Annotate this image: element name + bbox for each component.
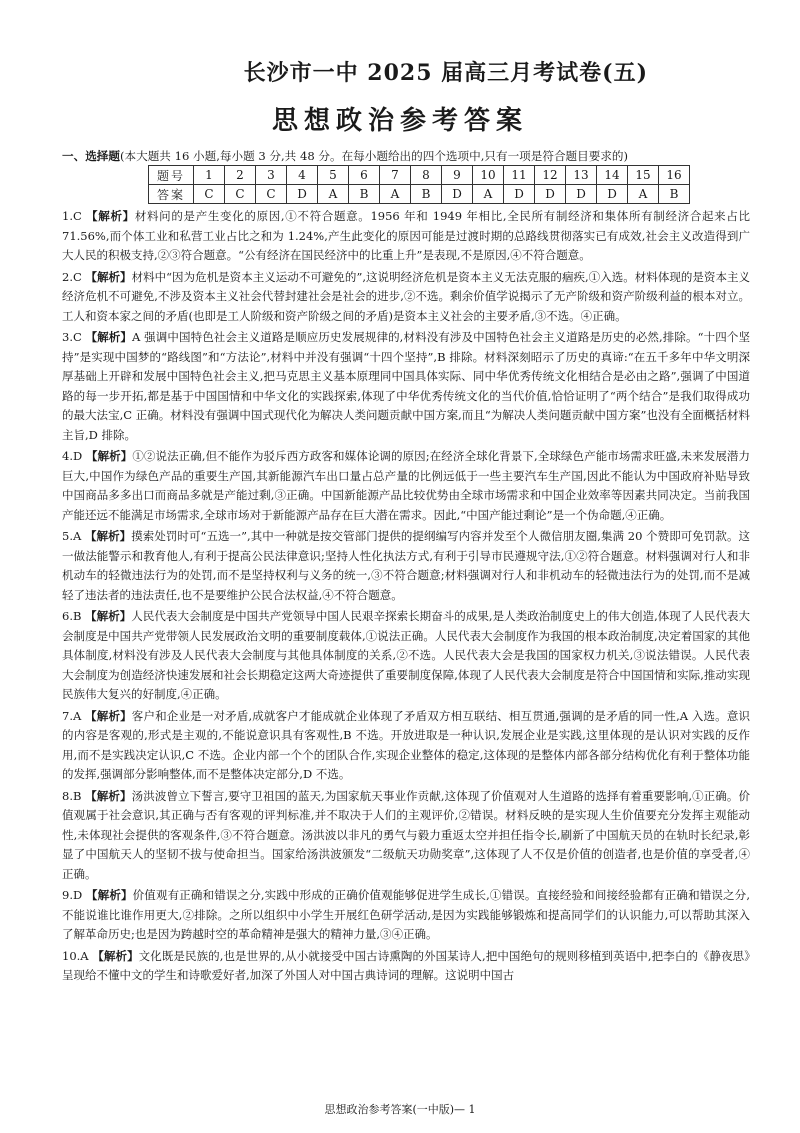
section-heading xyxy=(62,148,762,164)
question-number: 7 xyxy=(380,166,411,185)
question-explanation xyxy=(62,707,750,785)
analysis-tag: 【解析】 xyxy=(85,708,132,723)
answer-cell: D xyxy=(597,185,628,204)
question-number: 12 xyxy=(535,166,566,185)
question-number: 5 xyxy=(318,166,349,185)
explanation-text: 人民代表大会制度是中国共产党领导中国人民艰辛探索长期奋斗的成果,是人类政治制度史上的伟大创造,体现了人民代表大会制度是中国共产党带领人民发展政治文明的重要制度载体,①说法正确。人民代表大会制度作为我国的根本政治制度,决定着国家的其他具体制度,材料没有涉及人民代表大会制度与其他具体制度的关系,②不选。人民代表大会是我国的国家权力机关,③说法错误。人民代表大会制度为创造经济快速发展和社会长期稳定这两大奇迹提供了重要制度保障,体现了人民代表大会制度是符合中国国情和实际,推动实现民族伟大复兴的好制度,④正确。 xyxy=(62,609,751,701)
answer-cell: C xyxy=(194,185,225,204)
row-label-number: 题号 xyxy=(149,166,194,185)
answer-cell: A xyxy=(380,185,411,204)
explanation-text: ①②说法正确,但不能作为驳斥西方政客和媒体论调的原因;在经济全球化背景下,全球绿色产能市场需求旺盛,未来发展潜力巨大,中国作为绿色产品的重要生产国,其新能源汽车出口量占总产量的比例远低于一些主要汽车生产国,因此不能认为中国政府补贴导致中国商品多多出口而商品多就是产能过剩,③正确。中国新能源产品比较优势由全球市场需求和中国企业效率等因素共同决定。当前我国产能还远不能满足市场需求,全球市场对于新能源产品存在巨大潜在需求。因此,“中国产能过剩论”是一个伪命题,④正确。 xyxy=(62,449,751,522)
question-number: 16 xyxy=(659,166,690,185)
explanation-text: 材料问的是产生变化的原因,①不符合题意。1956 年和 1949 年相比,全民所有制经济和集体所有制经济合起来占比 71.56%,而个体工业和私营工业占比之和为 1.24%,产生此变化的原因可能是过渡时期的总路线贯彻落实已有成效,社会主义改造得到广大人民的积极支持,②③符合题意。“公有经济在国民经济中的比重上升”是表现,不是原因,④不符合题意。 xyxy=(62,209,751,262)
analysis-tag: 【解析】 xyxy=(85,330,133,344)
answer-cell: A xyxy=(318,185,349,204)
question-number: 11 xyxy=(504,166,535,185)
page-footer: 思想政治参考答案(一中版)— 1 xyxy=(324,1103,476,1116)
question-number: 3 xyxy=(256,166,287,185)
question-number: 8 xyxy=(411,166,442,185)
question-explanation xyxy=(62,607,750,705)
answer-table xyxy=(148,165,690,204)
answer-cell: C xyxy=(256,185,287,204)
question-answer-number: 4.D xyxy=(62,449,83,463)
section-description: (本大题共 16 小题,每小题 3 分,共 48 分。在每小题给出的四个选项中,只有一项是符合题目要求的) xyxy=(119,149,629,163)
question-answer-number: 6.B xyxy=(62,609,82,623)
question-number: 6 xyxy=(349,166,380,185)
answer-cell: D xyxy=(287,185,318,204)
row-label-answer: 答案 xyxy=(149,185,194,204)
analysis-tag: 【解析】 xyxy=(85,269,132,284)
answer-cell: D xyxy=(535,185,566,204)
question-explanation xyxy=(62,886,750,945)
explanations-list xyxy=(62,207,750,988)
question-number: 2 xyxy=(225,166,256,185)
explanation-text: 客户和企业是一对矛盾,成就客户才能成就企业体现了矛盾双方相互联结、相互贯通,强调的是矛盾的同一性,A 入选。意识的内容是客观的,形式是主观的,不能说意识具有客观性,B 不选。开放进取是一种认识,发展企业是实践,这里体现的是认识对实践的反作用,而不是实践决定认识,C 不选。企业内部一个个的团队合作,实现企业整体的稳定,这体现的是整体内部各部分结构优化有利于整体功能的发挥,强调部分影响整体,而不是整体决定部分,D 不选。 xyxy=(62,708,751,781)
explanation-text: A 强调中国特色社会主义道路是顺应历史发展规律的,材料没有涉及中国特色社会主义道路是历史的必然,排除。“十四个坚持”是实现中国梦的“路线图”和“方法论”,材料中并没有强调“十四个坚持”,B 排除。材料深刻昭示了历史的真谛:“在五千多年中华文明深厚基础上开辟和发展中国特色社会主义,把马克思主义基本原理同中国具体实际、同中华优秀传统文化相结合是必由之路”,强调了中国道路的每一步开拓,都是基于中国国情和中华文化的实践探索,体现了中华优秀传统文化的当代价值,恰恰证明了“两个结合”是我们取得成功的最大法宝,C 正确。材料没有强调中国式现代化为解决人类问题贡献中国方案,而且“为解决人类问题贡献中国方案”也没有全面概括材料主旨,D 排除。 xyxy=(62,330,750,442)
answer-cell: D xyxy=(442,185,473,204)
question-explanation xyxy=(62,268,750,327)
question-explanation xyxy=(62,328,750,445)
answer-cell: A xyxy=(473,185,504,204)
question-explanation xyxy=(62,787,750,885)
analysis-tag: 【解析】 xyxy=(85,449,133,463)
explanation-text: 摸索处罚时可“五选一”,其中一种就是按交管部门提供的提纲编写内容并发至个人微信朋友圈,集满 20 个赞即可免罚款。这一做法能警示和教育他人,有利于提高公民法律意识;坚持人性化执法方式,有利于引导市民遵规守法,①②符合题意。材料强调对行人和非机动车的轻微违法行为的处罚,而不是坚持权利与义务的统一,③不符合题意;材料强调对行人和非机动车的轻微违法行为的处罚,而不是减轻了违法者的违法责任,也不是要维护公民合法权益,④不符合题意。 xyxy=(62,529,751,602)
analysis-tag: 【解析】 xyxy=(85,609,132,623)
question-answer-number: 1.C xyxy=(62,209,82,223)
analysis-tag: 【解析】 xyxy=(85,788,132,803)
answer-cell: A xyxy=(628,185,659,204)
explanation-text: 文化既是民族的,也是世界的,从小就接受中国古诗熏陶的外国某诗人,把中国绝句的规则移植到英语中,把李白的《静夜思》呈现给不懂中文的学生和诗歌爱好者,加深了外国人对中国古典诗词的理解。这说明中国古 xyxy=(62,948,751,982)
question-number: 15 xyxy=(628,166,659,185)
question-number: 9 xyxy=(442,166,473,185)
section-label: 一、选择题 xyxy=(62,149,120,163)
answer-cell: C xyxy=(225,185,256,204)
exam-title: 长沙市一中 2025 届高三月考试卷(五) xyxy=(243,60,648,86)
question-answer-number: 5.A xyxy=(62,529,82,543)
question-number: 10 xyxy=(473,166,504,185)
explanation-text: 材料中“因为危机是资本主义运动不可避免的”,这说明经济危机是资本主义无法克服的痼疾,①入选。材料体现的是资本主义经济危机不可避免,不涉及资本主义社会代替封建社会是社会的进步,②不选。剩余价值学说揭示了无产阶级和资产阶级利益的根本对立。工人和资本家之间的矛盾(也即是工人阶级和资产阶级之间的矛盾)是资本主义社会的主要矛盾,③不选。④正确。 xyxy=(62,269,750,323)
question-explanation xyxy=(62,447,750,525)
question-explanation xyxy=(62,207,750,266)
answer-cell: B xyxy=(411,185,442,204)
question-answer-number: 3.C xyxy=(62,330,82,344)
answer-cell: D xyxy=(566,185,597,204)
question-number-row xyxy=(149,166,690,185)
analysis-tag: 【解析】 xyxy=(92,948,139,963)
answer-row xyxy=(149,185,690,204)
answer-cell: B xyxy=(349,185,380,204)
question-number: 1 xyxy=(194,166,225,185)
question-answer-number: 2.C xyxy=(62,269,82,284)
explanation-text: 价值观有正确和错误之分,实践中形成的正确价值观能够促进学生成长,①错误。直接经验和间接经验都有正确和错误之分,不能说谁比谁作用更大,②排除。之所以组织中小学生开展红色研学活动,是因为实践能够锻炼和提高同学们的认识能力,可以帮助其深入了解革命历史;也是因为跨越时空的革命精神是强大的精神力量,③④正确。 xyxy=(62,888,750,941)
question-number: 14 xyxy=(597,166,628,185)
question-answer-number: 9.D xyxy=(62,888,83,902)
question-explanation xyxy=(62,527,750,605)
analysis-tag: 【解析】 xyxy=(86,209,135,223)
document-title: 思想政治参考答案 xyxy=(271,106,528,136)
question-explanation xyxy=(62,947,750,986)
question-answer-number: 10.A xyxy=(62,948,89,963)
question-answer-number: 7.A xyxy=(62,708,82,723)
answer-cell: D xyxy=(504,185,535,204)
question-number: 4 xyxy=(287,166,318,185)
explanation-text: 汤洪波曾立下誓言,要守卫祖国的蓝天,为国家航天事业作贡献,这体现了价值观对人生道路的选择有着重要影响,①正确。价值观属于社会意识,其正确与否有客观的评判标准,并不取决于人们的主观评价,②错误。材料反映的是实现人生价值要充分发挥主观能动性,未体现社会提供的客观条件,③不符合题意。汤洪波以非凡的勇气与毅力重返太空并担任指令长,刷新了中国航天员的在轨时长纪录,彰显了中国航天人的坚韧不拔与使命担当。国家给汤洪波颁发“二级航天功勋奖章”,这体现了人不仅是价值的创造者,也是价值的享受者,④正确。 xyxy=(62,788,750,881)
question-answer-number: 8.B xyxy=(62,788,82,803)
analysis-tag: 【解析】 xyxy=(85,529,132,543)
answer-cell: B xyxy=(659,185,690,204)
question-number: 13 xyxy=(566,166,597,185)
analysis-tag: 【解析】 xyxy=(86,888,133,902)
